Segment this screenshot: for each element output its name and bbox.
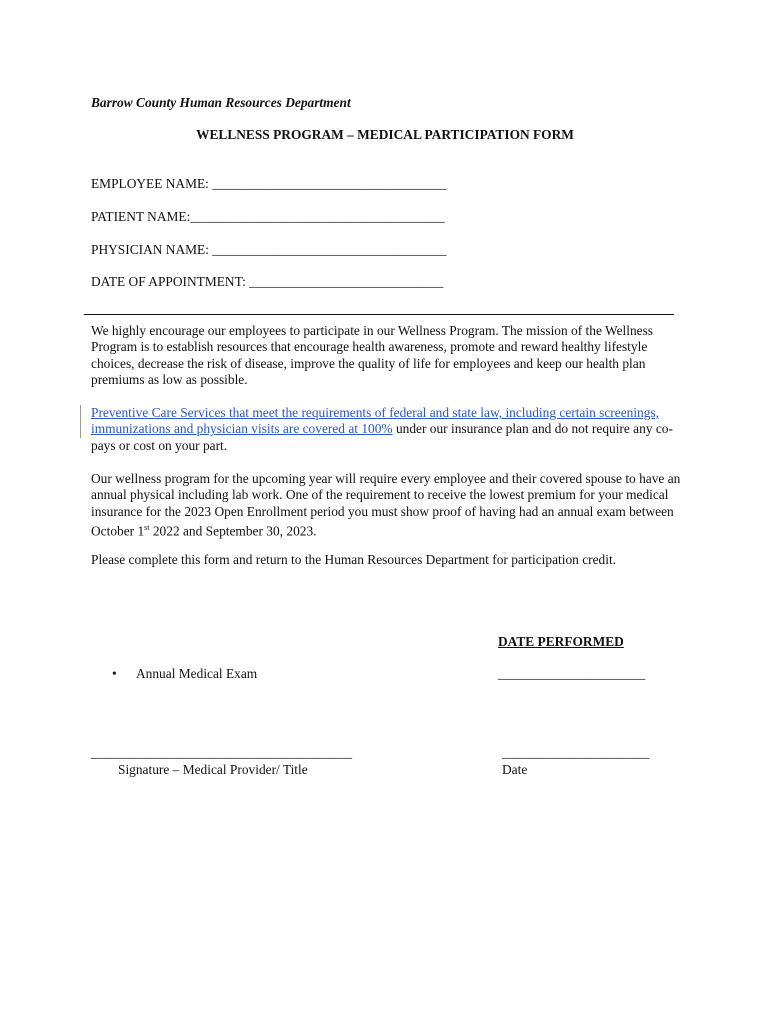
signature-label: Signature – Medical Provider/ Title	[118, 762, 308, 777]
annual-medical-exam-label: Annual Medical Exam	[136, 666, 258, 681]
annual-exam-paragraph	[91, 471, 683, 540]
ordinal-suffix: st	[144, 523, 150, 533]
signature-date-label: Date	[502, 762, 528, 777]
date-performed-header: DATE PERFORMED	[498, 634, 624, 649]
date-performed-field[interactable]: ______________________	[498, 666, 646, 681]
department-name: Barrow County Human Resources Department	[91, 95, 351, 110]
physician-name-field[interactable]: PHYSICIAN NAME: ___________________________________	[91, 242, 447, 257]
preventive-care-rest: under our insurance plan and do not require any co-pays or cost on your part.	[91, 421, 673, 453]
mission-paragraph: We highly encourage our employees to participate in our Wellness Program. The mission of the Wellness Program is to establish resources that encourage health awareness, promote and reward healthy lifestyle choices, decrease the risk of disease, improve the quality of life for employees and keep our health plan premiums as low as possible.	[91, 323, 654, 388]
divider-line	[84, 314, 674, 315]
preventive-care-paragraph	[91, 405, 683, 454]
date-of-appointment-field[interactable]: DATE OF APPOINTMENT: _____________________________	[91, 274, 444, 289]
form-title: WELLNESS PROGRAM – MEDICAL PARTICIPATION FORM	[196, 127, 574, 142]
signature-field[interactable]: _______________________________________	[91, 745, 353, 760]
change-bar	[80, 405, 81, 438]
annual-exam-text-b: 2022 and September 30, 2023.	[149, 523, 317, 539]
bullet-icon: •	[112, 666, 117, 681]
employee-name-field[interactable]: EMPLOYEE NAME: ___________________________________	[91, 176, 447, 191]
instructions-paragraph: Please complete this form and return to the Human Resources Department for participation credit.	[91, 552, 617, 567]
patient-name-field[interactable]: PATIENT NAME:______________________________________	[91, 209, 445, 224]
annual-exam-text-a: Our wellness program for the upcoming year will require every employee and their covered spouse to have an annual physical including lab work. One of the requirement to receive the lowest premium for your medical insurance for the 2023 Open Enrollment period you must show proof of having had an annual exam between October 1	[91, 471, 681, 539]
signature-date-field[interactable]: ______________________	[502, 745, 650, 760]
preventive-care-link[interactable]: Preventive Care Services that meet the requirements of federal and state law, including certain screenings, immunizations and physician visits are covered at 100%	[91, 405, 660, 437]
